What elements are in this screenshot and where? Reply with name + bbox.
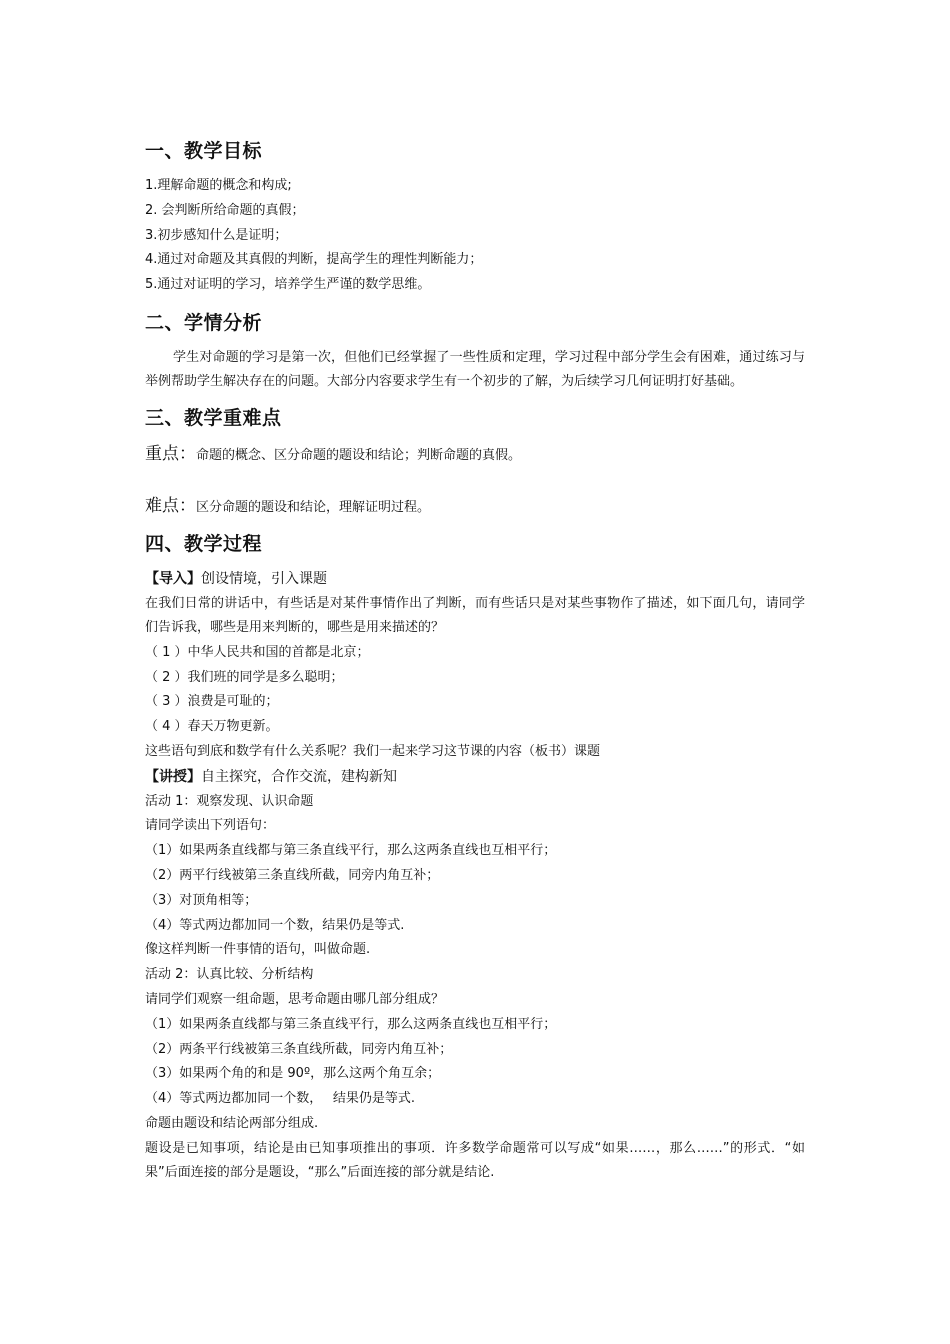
- activity-1-conclusion: 像这样判断一件事情的语句，叫做命题.: [145, 942, 371, 958]
- section-title-key-points: 三、教学重难点: [145, 406, 282, 429]
- activity-1-prompt: 请同学读出下列语句：: [145, 818, 276, 834]
- list-item: （2）两平行线被第三条直线所截，同旁内角互补；: [145, 867, 440, 883]
- section-title-process: 四、教学过程: [145, 532, 263, 555]
- teaching-heading-tag: 【讲授】: [145, 768, 201, 785]
- intro-ending: 这些语句到底和数学有什么关系呢？我们一起来学习这节课的内容（板书）课题: [145, 743, 601, 759]
- list-item: （2）两条平行线被第三条直线所截，同旁内角互补；: [145, 1041, 453, 1057]
- document-page: [145, 138, 805, 1186]
- list-item: （ 3 ）浪费是可耻的；: [145, 694, 279, 710]
- key-point-text: 命题的概念、区分命题的题设和结论；判断命题的真假。: [196, 447, 522, 463]
- section-title-objectives: 一、教学目标: [145, 140, 263, 162]
- list-item: （1）如果两条直线都与第三条直线平行，那么这两条直线也互相平行；: [145, 1016, 557, 1032]
- list-item: （4）等式两边都加同一个数，结果仍是等式.: [145, 917, 405, 933]
- list-item: 5.通过对证明的学习，培养学生严谨的数学思维。: [145, 277, 431, 293]
- list-item: 2. 会判断所给命题的真假；: [145, 202, 305, 218]
- list-item: （3）对顶角相等；: [145, 892, 258, 908]
- list-item: （3）如果两个角的和是 90º，那么这两个角互余；: [145, 1066, 441, 1082]
- key-point-line: [145, 441, 805, 469]
- intro-heading-subtitle: 创设情境，引入课题: [201, 570, 327, 587]
- intro-paragraph: 在我们日常的讲话中，有些话是对某件事情作出了判断，而有些话只是对某些事物作了描述，如下面几句，请同学们告诉我，哪些是用来判断的，哪些是用来描述的？: [145, 595, 805, 636]
- teaching-heading: [145, 765, 805, 790]
- teaching-heading-subtitle: 自主探究，合作交流，建构新知: [201, 768, 397, 785]
- intro-heading: [145, 567, 805, 592]
- activity-2-title: 活动 2：认真比较、分析结构: [145, 967, 314, 983]
- key-point-label: 重点：: [145, 443, 196, 464]
- list-item: （ 4 ）春天万物更新。: [145, 719, 279, 735]
- activity-2-prompt: 请同学们观察一组命题，思考命题由哪几部分组成？: [145, 991, 445, 1007]
- list-item: （ 1 ）中华人民共和国的首都是北京；: [145, 644, 370, 660]
- activity-2-explanation: 题设是已知事项，结论是由已知事项推出的事项．许多数学命题常可以写成“如果……，那么……”的形式．“如果”后面连接的部分是题设，“那么”后面连接的部分就是结论.: [145, 1140, 805, 1181]
- list-item: （4）等式两边都加同一个数， 结果仍是等式.: [145, 1091, 416, 1107]
- activity-1-title: 活动 1：观察发现、认识命题: [145, 793, 314, 809]
- list-item: 3.初步感知什么是证明；: [145, 227, 288, 243]
- list-item: （ 2 ）我们班的同学是多么聪明；: [145, 669, 344, 685]
- list-item: 4.通过对命题及其真假的判断，提高学生的理性判断能力；: [145, 252, 483, 268]
- list-item: 1.理解命题的概念和构成;: [145, 178, 292, 193]
- intro-heading-tag: 【导入】: [145, 570, 201, 587]
- objectives-list: [145, 174, 805, 298]
- difficult-point-line: [145, 493, 805, 521]
- section-title-analysis: 二、学情分析: [145, 311, 263, 334]
- analysis-paragraph: 学生对命题的学习是第一次，但他们已经掌握了一些性质和定理，学习过程中部分学生会有困难，通过练习与举例帮助学生解决存在的问题。大部分内容要求学生有一个初步的了解，为后续学习几何证明打好基础。: [145, 349, 805, 390]
- difficult-point-label: 难点：: [145, 495, 196, 516]
- difficult-point-text: 区分命题的题设和结论，理解证明过程。: [196, 499, 431, 515]
- list-item: （1）如果两条直线都与第三条直线平行，那么这两条直线也互相平行；: [145, 843, 557, 859]
- activity-2-conclusion: 命题由题设和结论两部分组成.: [145, 1115, 319, 1131]
